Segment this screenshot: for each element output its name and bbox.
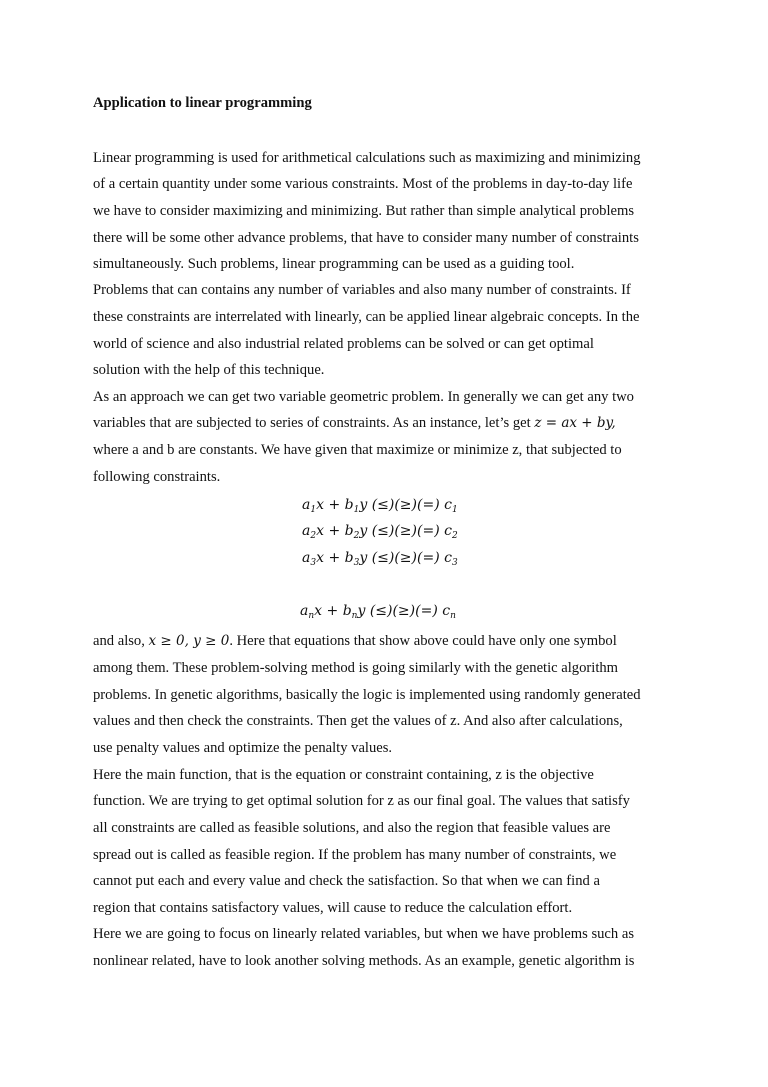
paragraph-line: world of science and also industrial related problems can be solved or can get optimal — [93, 336, 594, 352]
constraint-equation-1: $a_1x + b_1y$ (≤)(≥)(=) $c_1$ — [302, 497, 458, 515]
constraint-equation-2: $a_2x + b_2y$ (≤)(≥)(=) $c_2$ — [302, 523, 458, 541]
paragraph-line: Here we are going to focus on linearly related variables, but when we have problems such as — [93, 926, 634, 942]
paragraph-line: values and then check the constraints. Then get the values of z. And also after calculations, — [93, 713, 623, 729]
paragraph-line: solution with the help of this technique. — [93, 362, 325, 378]
paragraph-line: Problems that can contains any number of variables and also many number of constraints. If — [93, 282, 631, 298]
paragraph-line: nonlinear related, have to look another solving methods. As an example, genetic algorithm is — [93, 953, 635, 969]
paragraph-line: cannot put each and every value and check the satisfaction. So that when we can find a — [93, 873, 600, 889]
paragraph-line: function. We are trying to get optimal solution for z as our final goal. The values that satisfy — [93, 793, 630, 809]
inline-text: and also, — [93, 633, 149, 649]
paragraph-line: As an approach we can get two variable geometric problem. In generally we can get any two — [93, 389, 634, 405]
paragraph-line: Here the main function, that is the equation or constraint containing, z is the objective — [93, 767, 594, 783]
paragraph-line — [93, 632, 617, 650]
inline-text: . Here that equations that show above could have only one symbol — [229, 633, 617, 649]
paragraph-line: spread out is called as feasible region. If the problem has many number of constraints, we — [93, 847, 617, 863]
paragraph-line: these constraints are interrelated with linearly, can be applied linear algebraic concepts. In the — [93, 309, 640, 325]
paragraph-line: following constraints. — [93, 469, 221, 485]
paragraph-line: all constraints are called as feasible solutions, and also the region that feasible values are — [93, 820, 611, 836]
paragraph-line: problems. In genetic algorithms, basically the logic is implemented using randomly generated — [93, 687, 641, 703]
paragraph-line — [93, 414, 616, 432]
nonnegativity-formula: x ≥ 0, y ≥ 0 — [148, 633, 230, 649]
section-heading: Application to linear programming — [93, 95, 312, 111]
inline-text: variables that are subjected to series of constraints. As an instance, let’s get — [93, 415, 535, 431]
objective-formula: z = ax + by, — [534, 415, 616, 431]
constraint-equation-n: $a_nx + b_ny$ (≤)(≥)(=) $c_n$ — [300, 603, 456, 621]
paragraph-line: Linear programming is used for arithmetical calculations such as maximizing and minimizing — [93, 150, 641, 166]
paragraph-line: of a certain quantity under some various constraints. Most of the problems in day-to-day life — [93, 176, 633, 192]
paragraph-line: use penalty values and optimize the penalty values. — [93, 740, 393, 756]
paragraph-line: we have to consider maximizing and minimizing. But rather than simple analytical problems — [93, 203, 635, 219]
paragraph-line: where a and b are constants. We have given that maximize or minimize z, that subjected to — [93, 442, 622, 458]
paragraph-line: region that contains satisfactory values, will cause to reduce the calculation effort. — [93, 900, 573, 916]
paragraph-line: there will be some other advance problems, that have to consider many number of constraints — [93, 230, 639, 246]
constraint-equation-3: $a_3x + b_3y$ (≤)(≥)(=) $c_3$ — [302, 550, 458, 568]
paragraph-line: among them. These problem-solving method is going similarly with the genetic algorithm — [93, 660, 619, 676]
paragraph-line: simultaneously. Such problems, linear programming can be used as a guiding tool. — [93, 256, 575, 272]
